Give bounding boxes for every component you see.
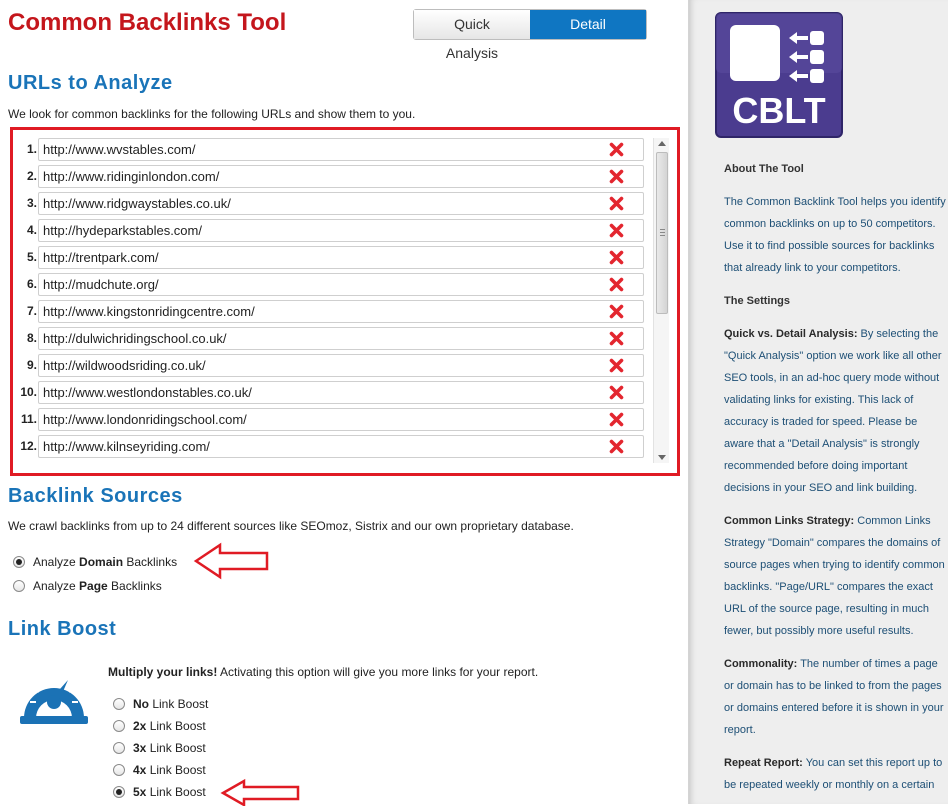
- page-backlinks-option[interactable]: [13, 579, 162, 593]
- remove-url-icon[interactable]: [609, 223, 624, 238]
- boost-option-label: 2x Link Boost: [133, 719, 206, 733]
- url-row-number: 2.: [26, 169, 37, 183]
- url-row-number: 6.: [26, 277, 37, 291]
- boost-option-label: 4x Link Boost: [133, 763, 206, 777]
- remove-url-icon[interactable]: [609, 250, 624, 265]
- url-row-number: 3.: [26, 196, 37, 210]
- domain-backlinks-label: Analyze Domain Backlinks: [33, 555, 178, 569]
- boost-option[interactable]: [113, 719, 206, 733]
- url-input[interactable]: [38, 300, 644, 323]
- boost-option[interactable]: [113, 763, 206, 777]
- url-list-box: [10, 127, 680, 476]
- url-input[interactable]: [38, 138, 644, 161]
- domain-backlinks-option[interactable]: [13, 555, 177, 569]
- boost-radio[interactable]: [113, 742, 125, 754]
- url-row-number: 7.: [26, 304, 37, 318]
- url-row: [13, 246, 647, 269]
- url-input[interactable]: [38, 354, 644, 377]
- remove-url-icon[interactable]: [609, 385, 624, 400]
- url-input[interactable]: [38, 165, 644, 188]
- remove-url-icon[interactable]: [609, 277, 624, 292]
- detail-analysis-button[interactable]: Detail Analysis: [530, 10, 646, 39]
- domain-backlinks-radio[interactable]: [13, 556, 25, 568]
- settings-title: The Settings: [724, 295, 791, 307]
- speedometer-icon: [18, 668, 90, 728]
- sources-section-title: Backlink Sources: [8, 485, 183, 507]
- url-row: [13, 435, 647, 458]
- boost-description: Multiply your links! Activating this option will give you more links for your report.: [108, 665, 539, 679]
- remove-url-icon[interactable]: [609, 142, 624, 157]
- url-row-number: 11.: [20, 412, 37, 426]
- remove-url-icon[interactable]: [609, 196, 624, 211]
- boost-option-label: No Link Boost: [133, 697, 209, 711]
- remove-url-icon[interactable]: [609, 412, 624, 427]
- url-row-number: 9.: [26, 358, 37, 372]
- url-input[interactable]: [38, 408, 644, 431]
- boost-option-label: 5x Link Boost: [133, 785, 206, 799]
- setting-repeat-report: Repeat Report: You can set this report up to be repeated weekly or monthly on a certain: [724, 757, 943, 791]
- quick-analysis-button[interactable]: Quick Analysis: [414, 10, 530, 39]
- setting-quick-vs-detail: Quick vs. Detail Analysis: By selecting the "Quick Analysis" option we work like all other SEO tools, in an ad-hoc query mode without validating links for existing. This lack of accuracy is traded for speed. Please be aware that a "Detail Analysis" is strongly recommended before doing important decisions in your SEO and link building.: [724, 328, 942, 494]
- scroll-up-arrow-icon[interactable]: [658, 141, 666, 146]
- url-row: [13, 192, 647, 215]
- url-row-number: 4.: [26, 223, 37, 237]
- urls-section-title: URLs to Analyze: [8, 72, 173, 94]
- analysis-mode-toggle: [413, 9, 647, 61]
- url-row: [13, 381, 647, 404]
- boost-option[interactable]: [113, 741, 206, 755]
- remove-url-icon[interactable]: [609, 439, 624, 454]
- url-row: [13, 219, 647, 242]
- boost-option-label: 3x Link Boost: [133, 741, 206, 755]
- page-backlinks-radio[interactable]: [13, 580, 25, 592]
- remove-url-icon[interactable]: [609, 304, 624, 319]
- url-row-number: 8.: [26, 331, 37, 345]
- boost-option[interactable]: [113, 697, 208, 711]
- url-row-number: 12.: [20, 439, 37, 453]
- boost-radio[interactable]: [113, 698, 125, 710]
- url-list-scrollbar[interactable]: [653, 138, 669, 463]
- logo-text: CBLT: [732, 90, 826, 131]
- page-title: Common Backlinks Tool: [8, 9, 287, 36]
- url-row-number: 10.: [20, 385, 37, 399]
- url-input[interactable]: [38, 192, 644, 215]
- url-input[interactable]: [38, 381, 644, 404]
- url-row: [13, 327, 647, 350]
- url-input[interactable]: [38, 219, 644, 242]
- boost-section-title: Link Boost: [8, 618, 117, 640]
- remove-url-icon[interactable]: [609, 169, 624, 184]
- url-row-number: 5.: [26, 250, 37, 264]
- setting-common-links-strategy: Common Links Strategy: Common Links Strategy "Domain" compares the domains of source pages when trying to identify common backlinks. "Page/URL" compares the exact URL of the source page, resulting in much fewer, but possibly more useful results.: [724, 515, 945, 637]
- boost-radio[interactable]: [113, 786, 125, 798]
- scroll-thumb[interactable]: [656, 152, 668, 314]
- url-row: [13, 138, 647, 161]
- url-row: [13, 408, 647, 431]
- scroll-down-arrow-icon[interactable]: [658, 455, 666, 460]
- annotation-arrow-icon: [222, 780, 300, 806]
- url-row: [13, 300, 647, 323]
- annotation-arrow-icon: [195, 543, 269, 579]
- remove-url-icon[interactable]: [609, 331, 624, 346]
- cblt-logo: [713, 10, 845, 140]
- info-sidebar: [688, 0, 948, 804]
- url-input[interactable]: [38, 435, 644, 458]
- remove-url-icon[interactable]: [609, 358, 624, 373]
- page-backlinks-label: Analyze Page Backlinks: [33, 579, 162, 593]
- url-input[interactable]: [38, 327, 644, 350]
- url-row: [13, 354, 647, 377]
- url-input[interactable]: [38, 246, 644, 269]
- url-row: [13, 165, 647, 188]
- sources-section-description: We crawl backlinks from up to 24 different sources like SEOmoz, Sistrix and our own proprietary database.: [8, 519, 574, 533]
- boost-radio[interactable]: [113, 720, 125, 732]
- url-row: [13, 273, 647, 296]
- urls-section-description: We look for common backlinks for the following URLs and show them to you.: [8, 107, 416, 121]
- boost-radio[interactable]: [113, 764, 125, 776]
- url-row-number: 1.: [26, 142, 37, 156]
- about-title: About The Tool: [724, 163, 804, 175]
- url-input[interactable]: [38, 273, 644, 296]
- about-text: The Common Backlink Tool helps you identify common backlinks on up to 50 competitors. Use it to find possible sources for backlinks that already link to your competitors.: [724, 196, 946, 274]
- boost-option[interactable]: [113, 785, 206, 799]
- setting-commonality: Commonality: The number of times a page or domain has to be linked to from the pages or domains entered before it is shown in your report.: [724, 658, 944, 736]
